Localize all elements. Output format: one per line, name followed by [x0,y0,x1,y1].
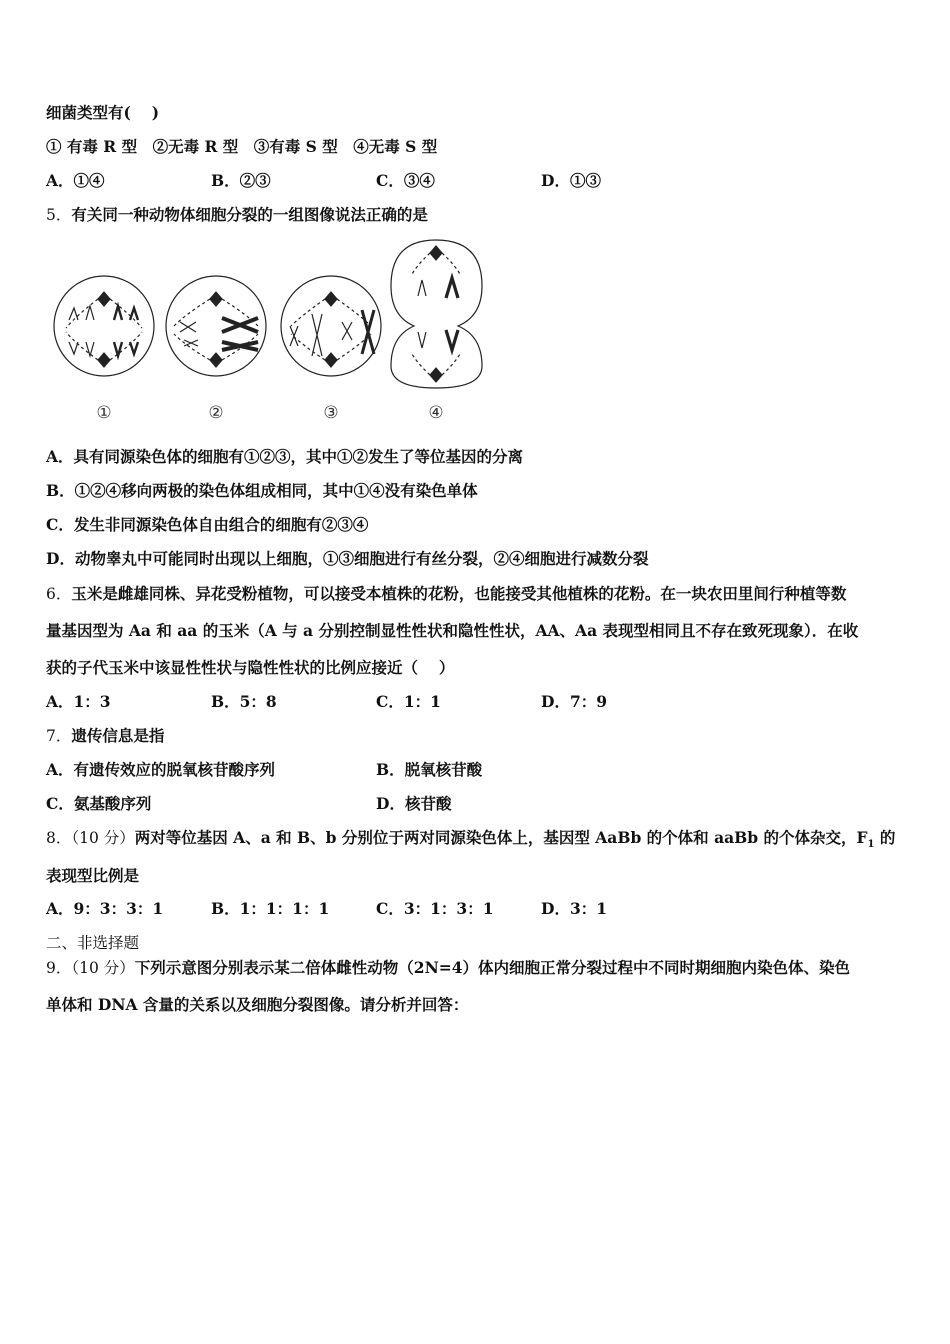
q4-stem-tail: 细菌类型有( ) [46,103,160,122]
q6-number: 6． [46,585,72,603]
q5-option-d: D．动物睾丸中可能同时出现以上细胞，①③细胞进行有丝分裂，②④细胞进行减数分裂 [46,549,649,568]
cell-3-diagram [281,276,381,376]
q5-option-c: C．发生非同源染色体自由组合的细胞有②③④ [46,515,369,534]
q9-line-1 [46,958,850,978]
q5-stem [46,205,428,225]
q4-option-a: A．①④ [46,171,105,190]
q4-option-c: C．③④ [376,171,435,190]
figure-label-4: ④ [428,403,444,423]
q7-option-b: B．脱氧核苷酸 [376,760,483,779]
cell-2-diagram [166,276,266,376]
q8-stem [46,828,895,855]
q9-text-1: 下列示意图分别表示某二倍体雌性动物（2N=4）体内细胞正常分裂过程中不同时期细胞内染色体、染色 [134,958,851,977]
q5-option-b: B．①②④移向两极的染色体组成相同，其中①④没有染色单体 [46,481,478,500]
q6-option-d: D．7：9 [541,692,608,711]
q4-option-d: D．①③ [541,171,601,190]
q8-option-c: C．3：1：3：1 [376,899,494,918]
q5-number: 5． [46,206,72,224]
q6-option-b: B．5：8 [211,692,277,711]
cell-1-diagram [54,276,154,376]
figure-label-2: ② [208,403,224,423]
q8-f1: F [856,828,868,847]
q5-stem-text: 有关同一种动物体细胞分裂的一组图像说法正确的是 [71,205,428,224]
q6-line-3: 获的子代玉米中该显性性状与隐性性状的比例应接近（ ） [46,658,455,677]
q7-option-c: C．氨基酸序列 [46,794,152,813]
cell-4-diagram [391,240,482,388]
q7-option-d: D．核苷酸 [376,794,452,813]
q9-line-2: 单体和 DNA 含量的关系以及细胞分裂图像。请分析并回答： [46,995,469,1014]
q6-text-1: 玉米是雌雄同株、异花受粉植物，可以接受本植株的花粉，也能接受其他植株的花粉。在一块农田里间行种植等数 [71,584,847,603]
q7-stem-text: 遗传信息是指 [71,726,165,745]
q5-option-a: A．具有同源染色体的细胞有①②③，其中①②发生了等位基因的分离 [46,447,524,466]
q8-number: 8． [46,829,72,847]
section-heading: 二、非选择题 [46,934,140,952]
q8-stem-text: 两对等位基因 A、a 和 B、b 分别位于两对同源染色体上，基因型 AaBb 的个体和 aaBb 的个体杂交， [134,828,857,847]
figure-label-3: ③ [323,403,339,423]
q9-number: 9． [46,959,72,977]
q8-score: （10 分） [71,829,135,847]
q4-items: ① 有毒 R 型 ②无毒 R 型 ③有毒 S 型 ④无毒 S 型 [46,137,438,156]
q8-option-b: B．1：1：1：1 [211,899,330,918]
q8-f1-sub: 1 [867,839,875,851]
q6-option-c: C．1：1 [376,692,441,711]
q9-score: （10 分） [71,959,135,977]
q8-option-a: A．9：3：3：1 [46,899,164,918]
q6-option-a: A．1：3 [46,692,111,711]
q7-stem [46,726,164,746]
cell-division-figure [46,236,496,426]
q7-number: 7． [46,727,72,745]
q4-option-b: B．②③ [211,171,271,190]
q8-line-2: 表现型比例是 [46,866,140,885]
q8-stem-end: 的 [874,828,896,847]
q6-line-2: 量基因型为 Aa 和 aa 的玉米（A 与 a 分别控制显性性状和隐性性状，AA、Aa 表现型相同且不存在致死现象）．在收 [46,621,859,640]
figure-label-1: ① [96,403,112,423]
q6-line-1 [46,584,846,604]
q7-option-a: A．有遗传效应的脱氧核苷酸序列 [46,760,276,779]
q8-option-d: D．3：1 [541,899,608,918]
